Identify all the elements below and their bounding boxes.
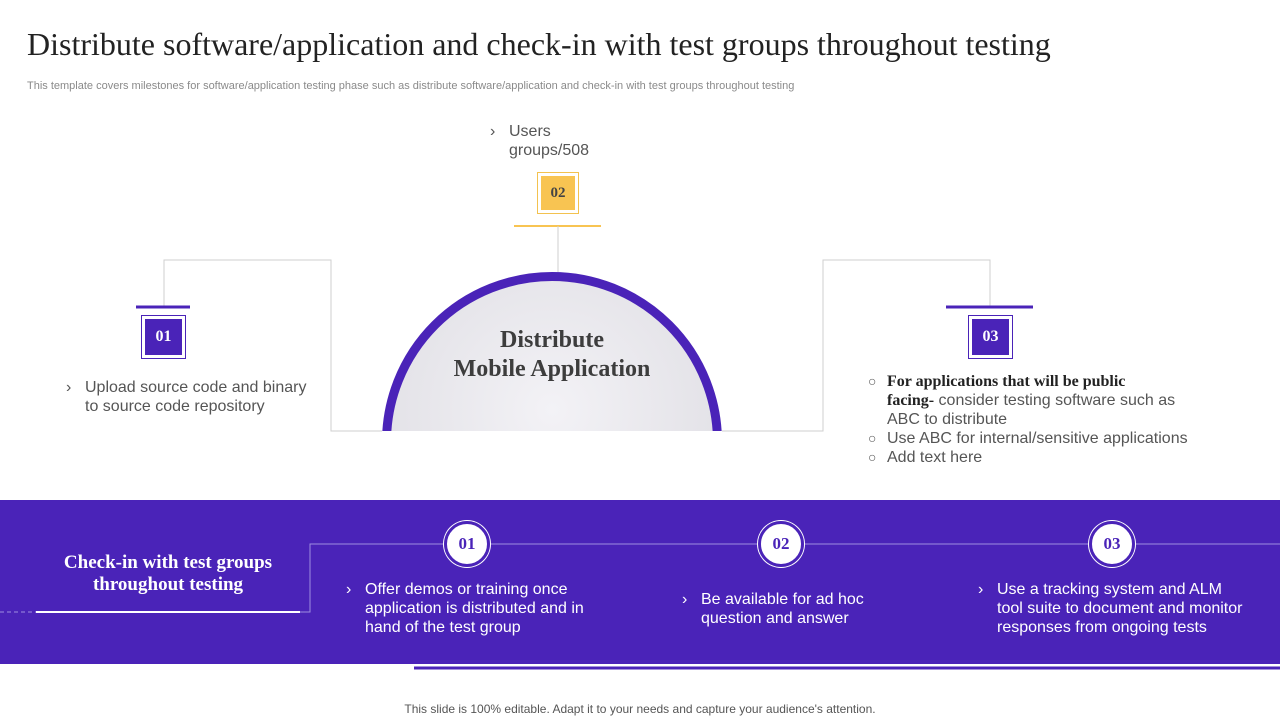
step-03-circle: 03 [1089, 521, 1135, 567]
step-01-text: › Offer demos or training once application is distributed and in hand of the test group [346, 581, 584, 636]
milestone-01-badge: 01 [141, 315, 186, 359]
milestone-03-text [868, 372, 1208, 467]
step-02-text: › Be available for ad hoc question and answer [682, 591, 864, 627]
circle-bullet-icon: ○ [868, 430, 877, 446]
chevron-right-icon: › [346, 581, 352, 598]
list-item: ○ Use ABC for internal/sensitive applications [868, 430, 1188, 447]
page-title: Distribute software/application and check-in with test groups throughout testing [27, 26, 1051, 62]
milestone-02-text: › Users groups/508 [490, 123, 590, 159]
chevron-right-icon: › [682, 591, 688, 608]
step-02-circle: 02 [758, 521, 804, 567]
checkin-title: Check-in with test groups throughout testing [63, 552, 273, 595]
list-item: ○ Add text here [868, 449, 983, 466]
milestone-01-text: › Upload source code and binary to source code repository [66, 379, 307, 415]
chevron-right-icon: › [978, 581, 984, 598]
chevron-right-icon: › [490, 123, 496, 140]
circle-bullet-icon: ○ [868, 373, 877, 389]
milestone-03-badge: 03 [968, 315, 1013, 359]
center-title: Distribute Mobile Application [453, 327, 651, 382]
milestone-02-badge: 02 [537, 172, 579, 214]
footer-note: This slide is 100% editable. Adapt it to your needs and capture your audience's attention. [404, 702, 876, 716]
chevron-right-icon: › [66, 379, 72, 396]
page-subtitle: This template covers milestones for software/application testing phase such as distribute software/application and check-in with test groups throughout testing [27, 80, 795, 92]
list-item: ○ For applications that will be public facing- consider testing software such as ABC to distribute [868, 373, 1176, 428]
circle-bullet-icon: ○ [868, 449, 877, 465]
center-semicircle [382, 272, 722, 431]
step-03-text: › Use a tracking system and ALM tool suite to document and monitor responses from ongoing tests [978, 581, 1243, 636]
step-01-circle: 01 [444, 521, 490, 567]
